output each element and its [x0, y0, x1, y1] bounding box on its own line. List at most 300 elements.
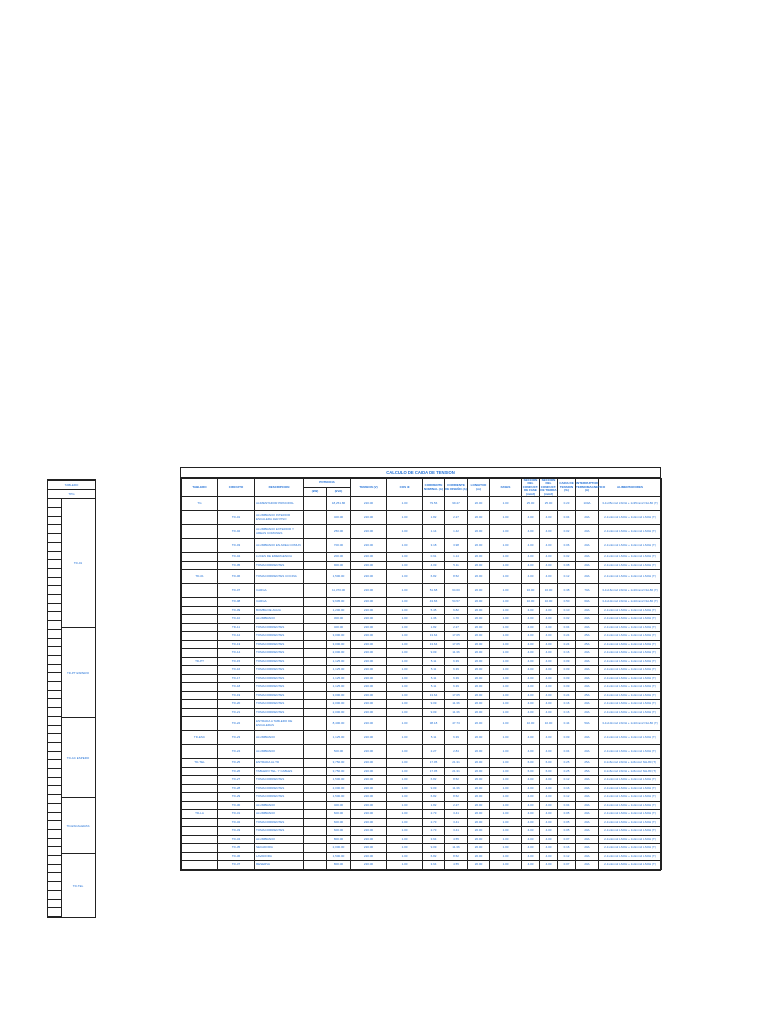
cell-seccion-fase: 4.00 — [522, 700, 540, 709]
cell-seccion-fase: 4.00 — [522, 674, 540, 683]
cell-descripcion: BOMBA DE AGUA — [255, 606, 304, 615]
cell-seccion-fase: 4.00 — [522, 561, 540, 570]
cell-tablero — [182, 784, 218, 793]
header-kva: (kVA) — [327, 488, 351, 497]
cell-fases: 1.00 — [490, 598, 522, 607]
cell-kw — [304, 827, 327, 836]
cell-alimentador: 2-1x4mm2 LSOH + 1x4mm2 LSOH (T) — [599, 539, 662, 553]
cell-kw — [304, 691, 327, 700]
cell-tension: 220.00 — [351, 827, 387, 836]
cell-interruptor: 20A — [576, 852, 599, 861]
cell-circuito: TD-35 — [218, 844, 255, 853]
mini-tick — [48, 812, 61, 813]
cell-seccion-fase: 10.00 — [522, 717, 540, 731]
table-row — [182, 606, 662, 615]
cell-longitud: 20.00 — [468, 561, 490, 570]
cell-cos: 1.00 — [387, 827, 423, 836]
cell-interruptor: 20A — [576, 657, 599, 666]
cell-kva: 400.00 — [327, 511, 351, 525]
cell-cos: 1.00 — [387, 598, 423, 607]
cell-seccion-tierra: 4.00 — [540, 700, 558, 709]
cell-interruptor: 20A — [576, 511, 599, 525]
cell-kw — [304, 731, 327, 745]
cell-caida: 0.05 — [558, 818, 576, 827]
cell-caida: 0.09 — [558, 666, 576, 675]
cell-alimentador: 2-1x4mm2 LSOH + 1x4mm2 LSOH (T) — [599, 818, 662, 827]
cell-kw — [304, 759, 327, 768]
cell-seccion-tierra: 4.00 — [540, 511, 558, 525]
mini-tick — [48, 672, 61, 673]
cell-kw — [304, 598, 327, 607]
cell-i-diseno: 1.14 — [445, 553, 468, 562]
cell-caida: 0.24 — [558, 691, 576, 700]
cell-interruptor: 60A — [576, 598, 599, 607]
cell-kw — [304, 767, 327, 776]
cell-i-diseno: 11.36 — [445, 649, 468, 658]
cell-cos: 1.00 — [387, 570, 423, 584]
cell-fases: 1.00 — [490, 632, 522, 641]
cell-tablero: TD-TEL — [182, 759, 218, 768]
cell-i-diseno: 3.41 — [445, 810, 468, 819]
cell-descripcion: TOMACORRIENTES — [255, 632, 304, 641]
cell-descripcion: ALIMENTADOR PRINCIPAL — [255, 497, 304, 511]
cell-kw — [304, 818, 327, 827]
cell-descripcion: TOMACORRIENTES — [255, 818, 304, 827]
cell-tablero — [182, 818, 218, 827]
mini-tick — [48, 533, 61, 534]
cell-kva: 3,000.00 — [327, 640, 351, 649]
cell-caida: 0.16 — [558, 708, 576, 717]
cell-longitud: 20.00 — [468, 674, 490, 683]
cell-tablero — [182, 666, 218, 675]
cell-circuito: TD-12 — [218, 632, 255, 641]
cell-tablero — [182, 844, 218, 853]
cell-i-diseno: 6.82 — [445, 606, 468, 615]
table-row — [182, 784, 662, 793]
cell-alimentador: 2-1x4mm2 LSOH + 1x4mm2 LSOH (T) — [599, 623, 662, 632]
cell-longitud: 20.00 — [468, 844, 490, 853]
cell-kva: 1,500.00 — [327, 852, 351, 861]
cell-circuito — [218, 497, 255, 511]
mini-tick — [48, 664, 61, 665]
cell-interruptor: 20A — [576, 708, 599, 717]
cell-cos: 1.00 — [387, 606, 423, 615]
cell-fases: 1.00 — [490, 606, 522, 615]
mini-tablero-index — [47, 479, 96, 918]
header-cos: COS Φ — [387, 479, 423, 497]
cell-tension: 220.00 — [351, 657, 387, 666]
cell-interruptor: 20A — [576, 615, 599, 624]
cell-fases: 1.00 — [490, 852, 522, 861]
cell-kva: 1,200.00 — [327, 606, 351, 615]
cell-caida: 0.07 — [558, 861, 576, 870]
cell-descripcion: LAVADORA — [255, 852, 304, 861]
header-kw: (kW) — [304, 488, 327, 497]
cell-i-diseno: 11.36 — [445, 700, 468, 709]
cell-alimentador: 3-1x10mm2 LSOH + 1x10mm2 NH-80 (T) — [599, 598, 662, 607]
cell-kw — [304, 640, 327, 649]
cell-circuito: TD-06 — [218, 570, 255, 584]
cell-tension: 220.00 — [351, 759, 387, 768]
cell-circuito: TD-11 — [218, 623, 255, 632]
cell-i-diseno: 99.47 — [445, 497, 468, 511]
cell-cos: 1.00 — [387, 561, 423, 570]
cell-i-nominal: 4.09 — [423, 561, 445, 570]
cell-seccion-tierra: 6.00 — [540, 759, 558, 768]
cell-kva: 11,370.00 — [327, 584, 351, 598]
table-row — [182, 674, 662, 683]
header-tablero: TABLERO — [182, 479, 218, 497]
cell-longitud: 20.00 — [468, 623, 490, 632]
cell-alimentador: 2-1x4mm2 LSOH + 1x4mm2 LSOH (T) — [599, 525, 662, 539]
table-row — [182, 683, 662, 692]
cell-i-nominal: 13.64 — [423, 632, 445, 641]
cell-fases: 1.00 — [490, 700, 522, 709]
mini-tick — [48, 638, 61, 639]
cell-seccion-fase: 10.00 — [522, 598, 540, 607]
cell-i-diseno: 2.84 — [445, 745, 468, 759]
table-row — [182, 553, 662, 562]
cell-seccion-fase: 6.00 — [522, 759, 540, 768]
cell-descripcion: ALUMBRADO INTERIOR ESCALERA 1ER PISO — [255, 511, 304, 525]
cell-seccion-fase: 4.00 — [522, 683, 540, 692]
cell-tension: 220.00 — [351, 818, 387, 827]
cell-alimentador: 2-1x4mm2 LSOH + 1x4mm2 LSOH (T) — [599, 570, 662, 584]
cell-cos: 1.00 — [387, 657, 423, 666]
cell-interruptor: 20A — [576, 801, 599, 810]
cell-circuito: TD-23 — [218, 731, 255, 745]
cell-seccion-tierra: 4.00 — [540, 818, 558, 827]
table-row — [182, 776, 662, 785]
cell-seccion-tierra: 4.00 — [540, 632, 558, 641]
table-row — [182, 827, 662, 836]
cell-kva: 1,500.00 — [327, 570, 351, 584]
cell-i-diseno: 64.60 — [445, 584, 468, 598]
cell-cos: 1.00 — [387, 818, 423, 827]
cell-tablero — [182, 717, 218, 731]
cell-circuito: TD-37 — [218, 861, 255, 870]
cell-caida: 0.12 — [558, 570, 576, 584]
cell-caida: 0.24 — [558, 640, 576, 649]
cell-fases: 1.00 — [490, 793, 522, 802]
mini-tick — [48, 681, 61, 682]
cell-descripcion: TOMACORRIENTES — [255, 683, 304, 692]
cell-alimentador: 2-1x4mm2 LSOH + 1x4mm2 LSOH (T) — [599, 861, 662, 870]
header-potencia: POTENCIA — [304, 479, 351, 488]
mini-group-label: TD-01 — [73, 561, 83, 565]
cell-fases: 1.00 — [490, 683, 522, 692]
cell-longitud: 20.00 — [468, 640, 490, 649]
cell-cos: 1.00 — [387, 674, 423, 683]
cell-descripcion: ENTRADA A TABLERO DE ESCALERAS — [255, 717, 304, 731]
cell-caida: 0.02 — [558, 553, 576, 562]
header-i-diseno: CORRIENTE DE DISEÑO (A) — [445, 479, 468, 497]
cell-descripcion: ALUMBRADO EN AREA COMUN — [255, 539, 304, 553]
cell-tension: 220.00 — [351, 539, 387, 553]
cell-circuito: TD-04 — [218, 553, 255, 562]
cell-seccion-tierra: 4.00 — [540, 674, 558, 683]
cell-longitud: 20.00 — [468, 539, 490, 553]
cell-seccion-tierra: 4.00 — [540, 623, 558, 632]
cell-longitud: 20.00 — [468, 861, 490, 870]
cell-caida: 0.25 — [558, 767, 576, 776]
mini-tick — [48, 551, 61, 552]
cell-circuito: TD-22 — [218, 717, 255, 731]
cell-descripcion: TOMACORRIENTES — [255, 623, 304, 632]
table-row — [182, 666, 662, 675]
cell-longitud: 20.00 — [468, 584, 490, 598]
cell-caida: 0.50 — [558, 598, 576, 607]
cell-circuito: TD-26 — [218, 767, 255, 776]
cell-caida: 0.23 — [558, 497, 576, 511]
cell-seccion-tierra: 4.00 — [540, 561, 558, 570]
cell-cos: 1.00 — [387, 539, 423, 553]
mini-tick — [48, 838, 61, 839]
cell-i-nominal: 1.14 — [423, 525, 445, 539]
cell-seccion-tierra: 4.00 — [540, 810, 558, 819]
cell-tension: 220.00 — [351, 708, 387, 717]
mini-tick — [48, 777, 61, 778]
cell-kw — [304, 497, 327, 511]
cell-i-nominal: 0.91 — [423, 553, 445, 562]
cell-fases: 1.00 — [490, 691, 522, 700]
cell-interruptor: 20A — [576, 525, 599, 539]
cell-caida: 0.05 — [558, 827, 576, 836]
cell-fases: 1.00 — [490, 584, 522, 598]
cell-i-diseno: 4.55 — [445, 835, 468, 844]
cell-alimentador: 2-1x4mm2 LSOH + 1x4mm2 LSOH (T) — [599, 632, 662, 641]
cell-tension: 220.00 — [351, 497, 387, 511]
mini-tick — [48, 846, 61, 847]
cell-i-diseno: 2.27 — [445, 801, 468, 810]
cell-longitud: 20.00 — [468, 759, 490, 768]
cell-longitud: 20.00 — [468, 683, 490, 692]
cell-descripcion: TOMACORRIENTES COCINA — [255, 570, 304, 584]
cell-kw — [304, 700, 327, 709]
cell-cos: 1.00 — [387, 844, 423, 853]
cell-circuito: TD-31 — [218, 810, 255, 819]
cell-i-nominal: 9.09 — [423, 700, 445, 709]
cell-i-diseno: 54.57 — [445, 598, 468, 607]
cell-tablero — [182, 852, 218, 861]
cell-i-nominal: 1.82 — [423, 623, 445, 632]
cell-longitud: 20.00 — [468, 745, 490, 759]
cell-descripcion: TOMACORRIENTES — [255, 561, 304, 570]
mini-header: TABLERO — [47, 480, 96, 490]
cell-i-nominal: 5.45 — [423, 606, 445, 615]
cell-caida: 0.12 — [558, 793, 576, 802]
cell-fases: 1.00 — [490, 623, 522, 632]
cell-i-nominal: 17.05 — [423, 767, 445, 776]
cell-kva: 500.00 — [327, 745, 351, 759]
cell-circuito: TD-09 — [218, 606, 255, 615]
cell-i-diseno: 6.39 — [445, 683, 468, 692]
cell-fases: 1.00 — [490, 745, 522, 759]
cell-alimentador: 2-1x4mm2 LSOH + 1x4mm2 LSOH (T) — [599, 835, 662, 844]
cell-tension: 220.00 — [351, 861, 387, 870]
cell-caida: 0.08 — [558, 561, 576, 570]
cell-tablero — [182, 861, 218, 870]
cell-tension: 220.00 — [351, 640, 387, 649]
cell-descripcion: ALUMBRADO — [255, 810, 304, 819]
cell-fases: 1.00 — [490, 657, 522, 666]
cell-i-diseno: 21.31 — [445, 759, 468, 768]
cell-caida: 0.25 — [558, 759, 576, 768]
mini-tick — [48, 855, 61, 856]
cell-seccion-tierra: 4.00 — [540, 606, 558, 615]
cell-tension: 220.00 — [351, 553, 387, 562]
mini-tick — [48, 820, 61, 821]
cell-tension: 220.00 — [351, 731, 387, 745]
cell-longitud: 20.00 — [468, 606, 490, 615]
cell-descripcion: TOMACORRIENTES — [255, 640, 304, 649]
cell-tension: 220.00 — [351, 570, 387, 584]
cell-interruptor: 20A — [576, 649, 599, 658]
cell-alimentador: 2-1x4mm2 LSOH + 1x4mm2 LSOH (T) — [599, 776, 662, 785]
cell-fases: 1.00 — [490, 767, 522, 776]
cell-kw — [304, 861, 327, 870]
cell-fases: 1.00 — [490, 666, 522, 675]
cell-interruptor: 20A — [576, 835, 599, 844]
table-row — [182, 649, 662, 658]
cell-interruptor: 25A — [576, 767, 599, 776]
cell-descripcion: ALUMBRADO — [255, 745, 304, 759]
mini-tick — [48, 620, 61, 621]
table-row — [182, 835, 662, 844]
mini-tick — [48, 707, 61, 708]
cell-seccion-tierra: 16.00 — [540, 584, 558, 598]
header-seccion-fase: SECCION DEL CONDUCT. DE FASE (mm2) — [522, 478, 539, 496]
cell-cos: 1.00 — [387, 632, 423, 641]
cell-cos: 1.00 — [387, 801, 423, 810]
cell-caida: 0.24 — [558, 632, 576, 641]
cell-alimentador: 2-1x4mm2 LSOH + 1x4mm2 LSOH (T) — [599, 649, 662, 658]
cell-seccion-fase: 4.00 — [522, 691, 540, 700]
cell-kva: 2,000.00 — [327, 784, 351, 793]
cell-alimentador: 2-1x4mm2 LSOH + 1x4mm2 LSOH (T) — [599, 731, 662, 745]
cell-tablero — [182, 767, 218, 776]
mini-tick — [48, 872, 61, 873]
cell-kw — [304, 793, 327, 802]
cell-i-nominal: 13.64 — [423, 691, 445, 700]
cell-cos: 1.00 — [387, 793, 423, 802]
cell-circuito: TD-17 — [218, 674, 255, 683]
cell-kva: 200.00 — [327, 553, 351, 562]
cell-cos: 1.00 — [387, 861, 423, 870]
cell-fases: 1.00 — [490, 818, 522, 827]
cell-kva: 3,000.00 — [327, 632, 351, 641]
cell-longitud: 20.00 — [468, 657, 490, 666]
mini-group-label: TD-PT ESPERO — [61, 627, 95, 718]
cell-seccion-tierra: 4.00 — [540, 553, 558, 562]
cell-kva: 700.00 — [327, 539, 351, 553]
cell-alimentador: 2-1x4mm2 LSOH + 1x4mm2 LSOH (T) — [599, 745, 662, 759]
cell-seccion-tierra: 4.00 — [540, 666, 558, 675]
cell-descripcion: LUCES DE EMERGENCIA — [255, 553, 304, 562]
cell-longitud: 20.00 — [468, 632, 490, 641]
cell-longitud: 20.00 — [468, 666, 490, 675]
cell-tension: 220.00 — [351, 700, 387, 709]
cell-descripcion: TOMACORRIENTES — [255, 793, 304, 802]
cell-interruptor: 20A — [576, 553, 599, 562]
cell-tension: 220.00 — [351, 810, 387, 819]
cell-i-diseno: 47.73 — [445, 717, 468, 731]
cell-caida: 0.16 — [558, 784, 576, 793]
table-row — [182, 657, 662, 666]
voltage-drop-sheet — [180, 467, 661, 871]
cell-kw — [304, 584, 327, 598]
cell-descripcion: TOMACORRIENTES — [255, 657, 304, 666]
cell-kva: 300.00 — [327, 615, 351, 624]
cell-i-nominal: 9.09 — [423, 784, 445, 793]
cell-circuito: TD-10 — [218, 615, 255, 624]
cell-circuito: TD-32 — [218, 818, 255, 827]
cell-fases: 1.00 — [490, 674, 522, 683]
cell-cos: 1.00 — [387, 691, 423, 700]
cell-kw — [304, 776, 327, 785]
cell-kva: 600.00 — [327, 827, 351, 836]
cell-fases: 1.00 — [490, 497, 522, 511]
cell-descripcion: TOMACORRIENTES — [255, 674, 304, 683]
cell-interruptor: 70A — [576, 584, 599, 598]
cell-i-nominal: 9.09 — [423, 708, 445, 717]
mini-tick — [48, 733, 61, 734]
cell-i-nominal: 5.11 — [423, 674, 445, 683]
cell-seccion-fase: 4.00 — [522, 615, 540, 624]
cell-seccion-fase: 4.00 — [522, 810, 540, 819]
cell-seccion-tierra: 4.00 — [540, 852, 558, 861]
cell-caida: 0.06 — [558, 539, 576, 553]
mini-body — [47, 499, 96, 918]
cell-seccion-tierra: 6.00 — [540, 767, 558, 776]
mini-tick — [48, 542, 61, 543]
mini-tick — [48, 594, 61, 595]
cell-seccion-fase: 4.00 — [522, 827, 540, 836]
cell-alimentador: 2-1x4mm2 LSOH + 1x4mm2 LSOH (T) — [599, 657, 662, 666]
cell-tablero — [182, 776, 218, 785]
table-row — [182, 731, 662, 745]
cell-kw — [304, 810, 327, 819]
header-circuito: CIRCUITO — [218, 479, 255, 497]
cell-seccion-fase: 25.00 — [522, 497, 540, 511]
header-longitud: LONGITUD (m) — [468, 479, 490, 497]
cell-fases: 1.00 — [490, 570, 522, 584]
cell-interruptor: 25A — [576, 691, 599, 700]
cell-i-nominal: 2.73 — [423, 818, 445, 827]
cell-fases: 1.00 — [490, 810, 522, 819]
cell-tension: 220.00 — [351, 717, 387, 731]
cell-descripcion: TOMACORRIENTES — [255, 666, 304, 675]
cell-fases: 1.00 — [490, 776, 522, 785]
cell-fases: 1.00 — [490, 717, 522, 731]
cell-seccion-fase: 4.00 — [522, 835, 540, 844]
cell-interruptor: 20A — [576, 731, 599, 745]
cell-descripcion: ALUMBRADO — [255, 615, 304, 624]
cell-longitud: 20.00 — [468, 570, 490, 584]
cell-tension: 220.00 — [351, 674, 387, 683]
cell-fases: 1.00 — [490, 649, 522, 658]
cell-longitud: 20.00 — [468, 717, 490, 731]
cell-caida: 0.09 — [558, 731, 576, 745]
cell-kva: 1,125.00 — [327, 731, 351, 745]
cell-longitud: 20.00 — [468, 793, 490, 802]
cell-kva: 1,500.00 — [327, 793, 351, 802]
cell-descripcion: TOMACORRIENTES — [255, 827, 304, 836]
cell-caida: 0.04 — [558, 511, 576, 525]
cell-seccion-fase: 4.00 — [522, 793, 540, 802]
header-alimentador: ALIMENTADORES — [599, 479, 662, 497]
table-row — [182, 844, 662, 853]
